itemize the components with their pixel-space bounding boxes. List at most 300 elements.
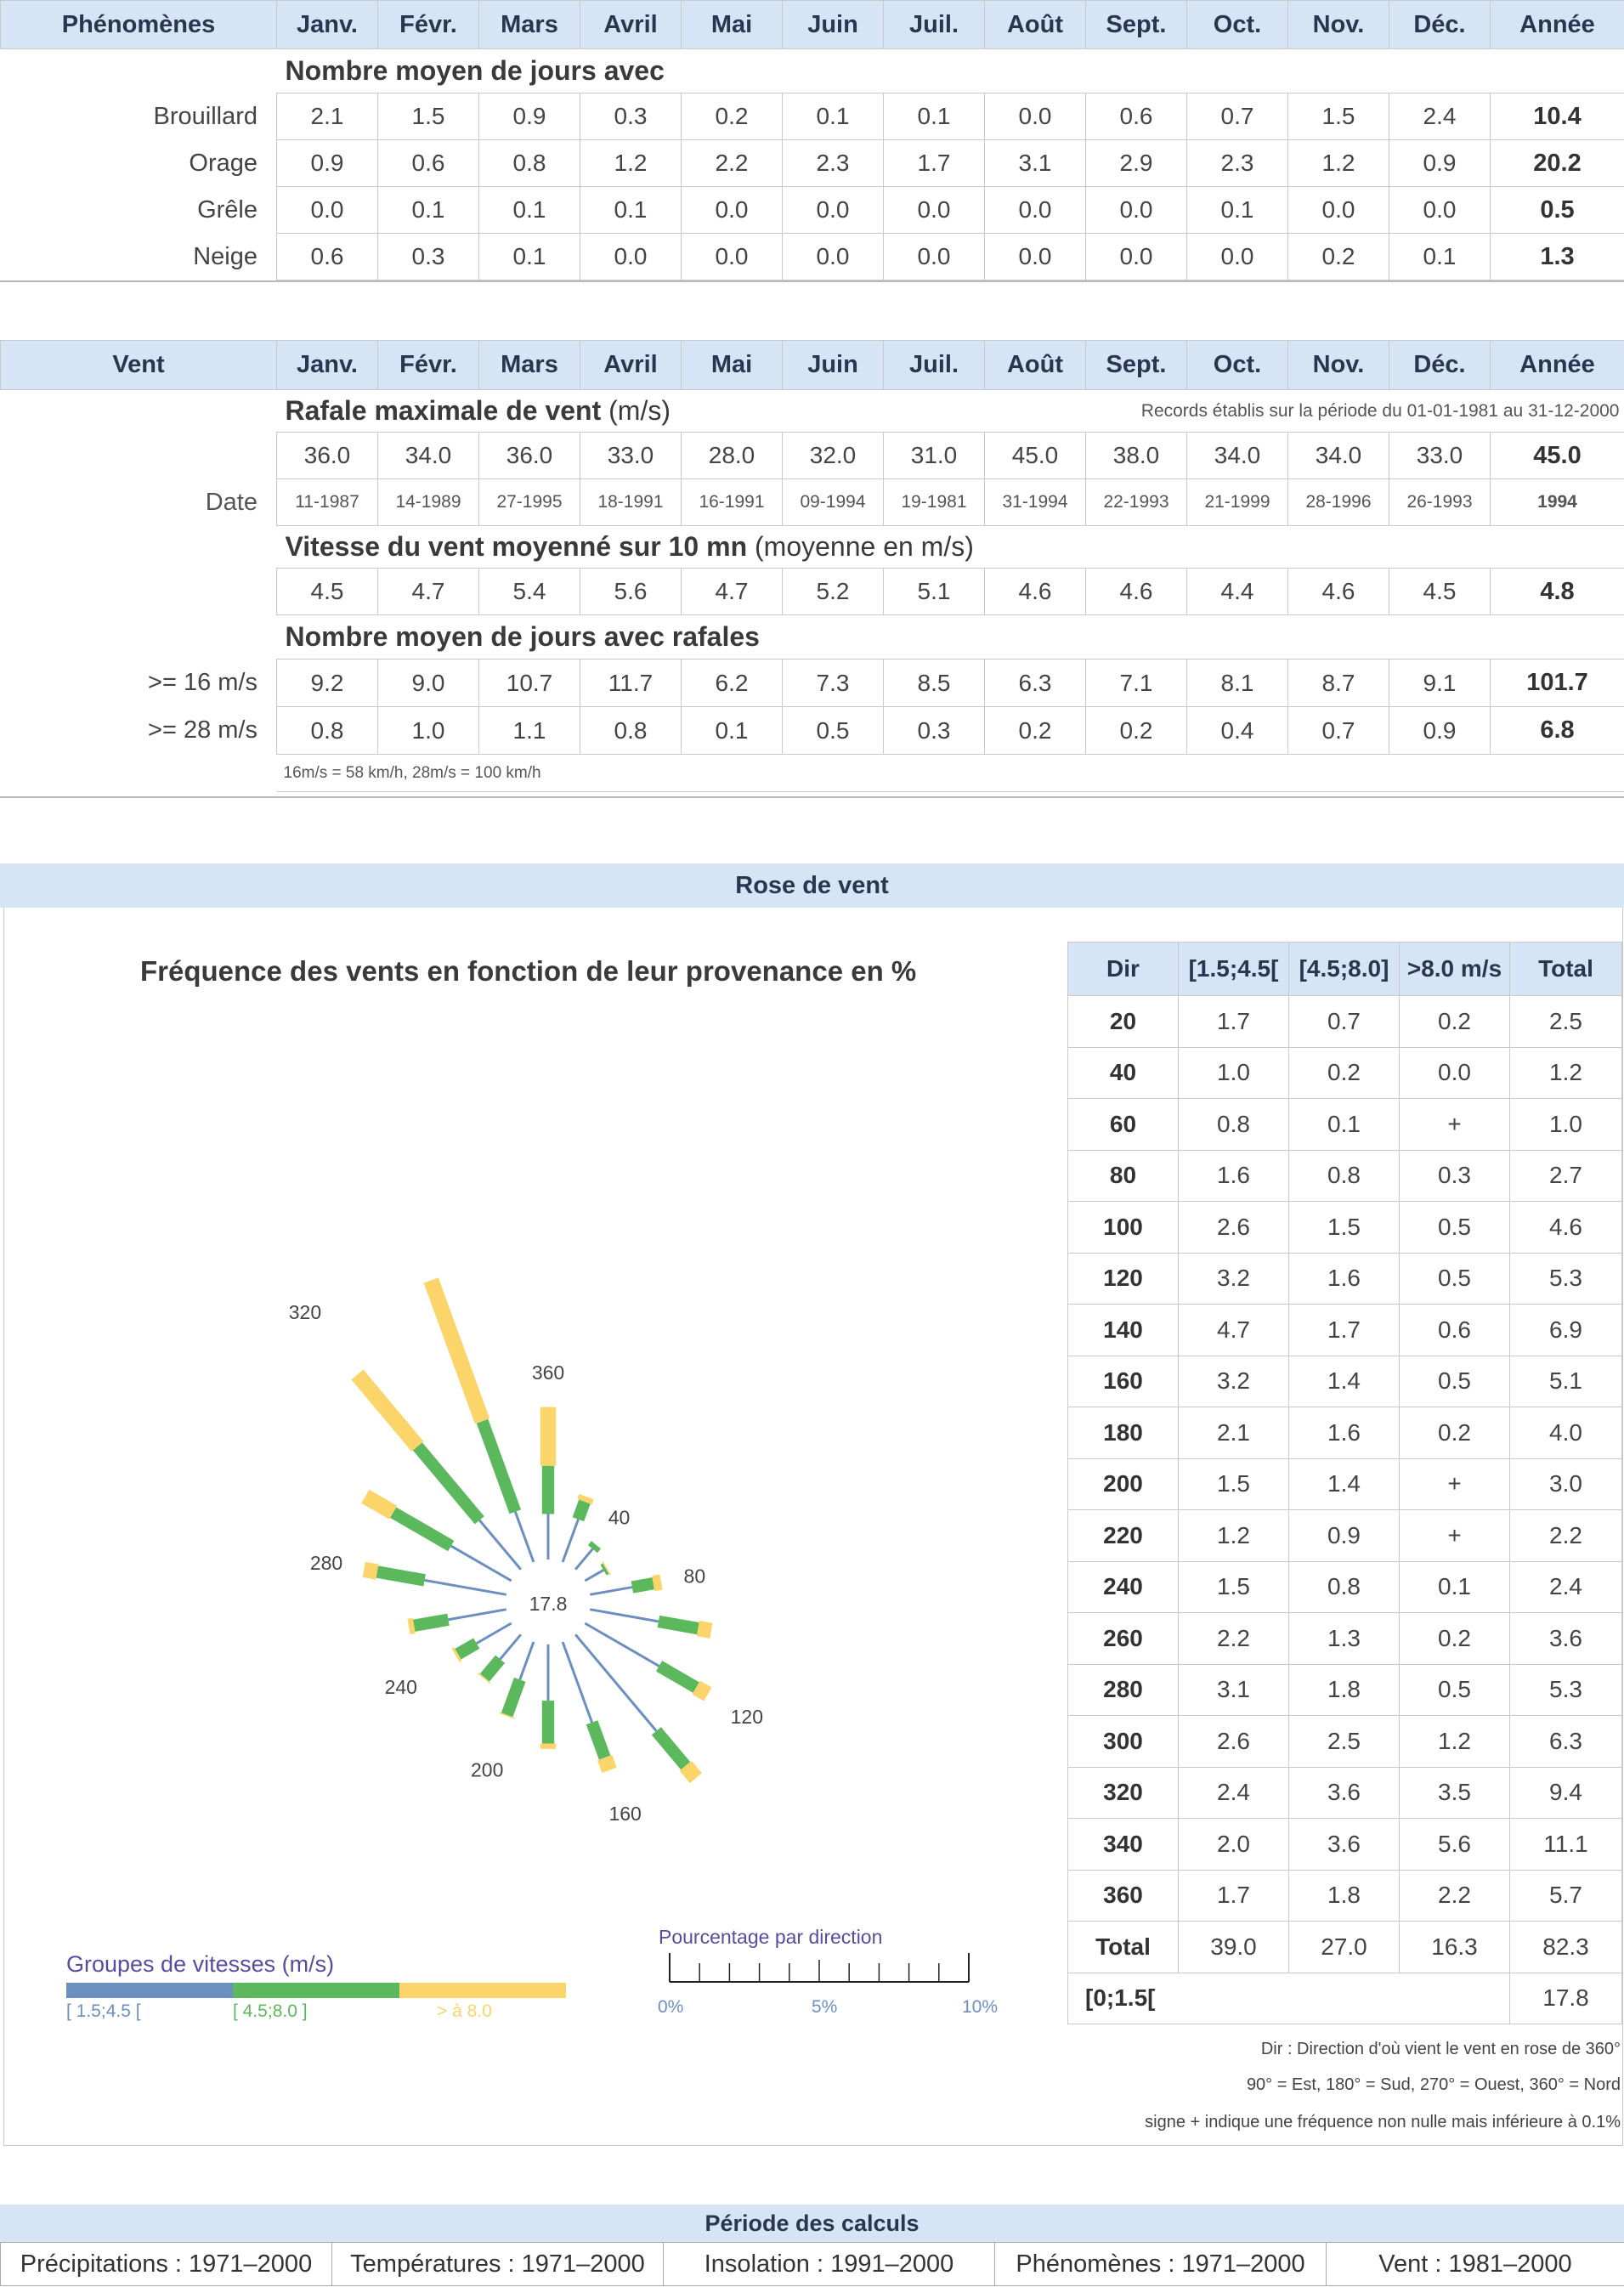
jours-row — [1, 707, 1624, 755]
freq-cell: 0.2 — [1400, 1613, 1510, 1665]
value-cell: 9.1 — [1389, 659, 1491, 707]
rose-band-title: Rose de vent — [0, 863, 1624, 908]
dir-cell: 160 — [1068, 1356, 1179, 1407]
dir-cell: 300 — [1068, 1716, 1179, 1768]
freq-cell: 1.3 — [1289, 1613, 1400, 1665]
rose-table-row — [1068, 1510, 1622, 1562]
freq-cell: 0.1 — [1400, 1561, 1510, 1613]
freq-cell: 0.0 — [1400, 1047, 1510, 1099]
rose-note-1: Dir : Direction d'où vient le vent en rose de 360° — [1260, 2040, 1621, 2058]
rose-direction-label: 40 — [608, 1506, 631, 1529]
rose-direction-label: 80 — [683, 1565, 706, 1588]
row-label: Orage — [189, 149, 257, 177]
row-label: >= 16 m/s — [148, 669, 257, 696]
freq-cell: 0.8 — [1289, 1150, 1400, 1202]
rose-ray-high-240 — [456, 1654, 458, 1656]
rose-table-row — [1068, 1767, 1622, 1819]
value-cell: 33.0 — [580, 433, 682, 479]
freq-cell: 1.8 — [1289, 1664, 1400, 1716]
freq-cell: + — [1400, 1099, 1510, 1151]
value-cell: 34.0 — [378, 433, 479, 479]
value-cell: 0.1 — [479, 187, 580, 234]
rose-header-cell: [1.5;4.5[ — [1179, 943, 1289, 996]
freq-cell: 1.4 — [1289, 1356, 1400, 1407]
value-cell: 0.0 — [1288, 187, 1389, 234]
freq-cell: 2.2 — [1179, 1613, 1289, 1665]
rose-ray-mid-240 — [458, 1644, 477, 1655]
value-cell: 0.8 — [479, 140, 580, 187]
value-cell: 0.7 — [1187, 93, 1288, 140]
freq-cell: 0.6 — [1400, 1305, 1510, 1356]
value-cell: 2.4 — [1389, 93, 1491, 140]
rose-table-row — [1068, 1613, 1622, 1665]
vitesse-values-row — [1, 569, 1624, 615]
legend-label-low: [ 1.5;4.5 [ — [66, 2001, 141, 2021]
scale-label-10: 10% — [962, 1997, 999, 2017]
jours-title: Nombre moyen de jours avec rafales — [277, 615, 1624, 659]
freq-cell: 0.9 — [1289, 1510, 1400, 1562]
total-cell: 82.3 — [1510, 1922, 1622, 1973]
date-cell: 28-1996 — [1288, 479, 1389, 526]
value-cell: 0.1 — [884, 93, 985, 140]
freq-cell: 3.2 — [1179, 1253, 1289, 1305]
freq-cell: 1.8 — [1289, 1870, 1400, 1922]
freq-cell: 2.2 — [1510, 1510, 1622, 1562]
dir-cell: 60 — [1068, 1099, 1179, 1151]
value-cell: 0.0 — [985, 234, 1086, 280]
total-label: Total — [1068, 1922, 1179, 1973]
freq-cell: 3.6 — [1289, 1767, 1400, 1819]
jours-row — [1, 659, 1624, 707]
rose-ray-mid-320 — [417, 1446, 479, 1520]
rose-ray-mid-260 — [414, 1620, 448, 1626]
freq-cell: 1.2 — [1400, 1716, 1510, 1768]
value-cell: 3.1 — [985, 140, 1086, 187]
freq-cell: 0.8 — [1289, 1561, 1400, 1613]
rose-ray-high-100 — [698, 1628, 711, 1631]
header-cell: Janv. — [277, 1, 378, 49]
rose-ray-high-80 — [654, 1582, 661, 1584]
freq-cell: 0.5 — [1400, 1202, 1510, 1254]
value-cell: 0.2 — [1086, 707, 1187, 755]
rose-table-row — [1068, 1150, 1622, 1202]
year-cell: 6.8 — [1491, 707, 1624, 755]
scale-title: Pourcentage par direction — [659, 1926, 883, 1948]
rose-ray-mid-160 — [592, 1723, 605, 1758]
total-cell: 27.0 — [1289, 1922, 1400, 1973]
value-cell: 32.0 — [783, 433, 884, 479]
dir-cell: 340 — [1068, 1819, 1179, 1871]
value-cell: 5.6 — [580, 569, 682, 615]
rose-header-cell: >8.0 m/s — [1400, 943, 1510, 996]
rose-note-3: signe + indique une fréquence non nulle mais inférieure à 0.1% — [1145, 2113, 1621, 2131]
value-cell: 8.1 — [1187, 659, 1288, 707]
value-cell: 0.0 — [682, 234, 783, 280]
header-cell: Phénomènes — [1, 1, 277, 49]
value-cell: 0.1 — [580, 187, 682, 234]
rose-ray-mid-140 — [656, 1731, 685, 1766]
header-cell: Oct. — [1187, 1, 1288, 49]
header-cell: Avril — [580, 1, 682, 49]
value-cell: 0.0 — [580, 234, 682, 280]
rose-table-row — [1068, 1356, 1622, 1407]
row-label: Brouillard — [153, 102, 257, 130]
date-cell: 19-1981 — [884, 479, 985, 526]
freq-cell: 1.7 — [1179, 1870, 1289, 1922]
rose-ray-mid-280 — [377, 1572, 425, 1581]
value-cell: 0.0 — [985, 93, 1086, 140]
rose-direction-label: 320 — [288, 1301, 322, 1324]
date-cell: 22-1993 — [1086, 479, 1187, 526]
vent-footnote: 16m/s = 58 km/h, 28m/s = 100 km/h — [277, 755, 1624, 792]
rose-ray-low-100 — [590, 1610, 659, 1622]
year-cell: 101.7 — [1491, 659, 1624, 707]
rose-ray-high-200 — [506, 1715, 507, 1716]
freq-cell: 3.5 — [1400, 1767, 1510, 1819]
rose-header-cell: [4.5;8.0] — [1289, 943, 1400, 996]
year-cell: 20.2 — [1491, 140, 1624, 187]
rose-direction-label: 120 — [730, 1706, 764, 1728]
header-cell: Année — [1491, 1, 1624, 49]
vitesse-title: Vitesse du vent moyenné sur 10 mn — [285, 531, 748, 562]
date-cell: 09-1994 — [783, 479, 884, 526]
freq-cell: 1.6 — [1179, 1150, 1289, 1202]
freq-cell: 2.4 — [1510, 1561, 1622, 1613]
header-cell: Févr. — [378, 341, 479, 390]
header-cell: Oct. — [1187, 341, 1288, 390]
header-cell: Mars — [479, 1, 580, 49]
rose-header-cell: Total — [1510, 943, 1622, 996]
rose-ray-mid-200 — [507, 1679, 520, 1714]
freq-cell: 0.2 — [1400, 1407, 1510, 1459]
freq-cell: 1.5 — [1289, 1202, 1400, 1254]
freq-cell: 5.3 — [1510, 1664, 1622, 1716]
value-cell: 1.0 — [378, 707, 479, 755]
value-cell: 0.1 — [378, 187, 479, 234]
freq-cell: 1.0 — [1510, 1099, 1622, 1151]
rose-ray-low-220 — [501, 1634, 521, 1659]
value-cell: 4.6 — [1086, 569, 1187, 615]
periode-cell: Précipitations : 1971–2000 — [1, 2243, 332, 2286]
value-cell: 34.0 — [1187, 433, 1288, 479]
rose-ray-high-340 — [431, 1280, 482, 1421]
phenomenes-row — [1, 234, 1624, 280]
date-cell: 26-1993 — [1389, 479, 1491, 526]
rose-ray-high-300 — [365, 1497, 393, 1513]
rose-table-row — [1068, 1458, 1622, 1510]
value-cell: 1.1 — [479, 707, 580, 755]
freq-cell: 2.4 — [1179, 1767, 1289, 1819]
date-cell: 16-1991 — [682, 479, 783, 526]
date-cell: 14-1989 — [378, 479, 479, 526]
legend-swatch-yellow — [399, 1983, 566, 1998]
date-cell: 21-1999 — [1187, 479, 1288, 526]
phenomenes-header-row — [1, 1, 1624, 49]
rose-ray-low-60 — [585, 1570, 603, 1581]
value-cell: 1.2 — [580, 140, 682, 187]
header-cell: Févr. — [378, 1, 479, 49]
rose-ray-mid-120 — [659, 1666, 697, 1687]
rafale-dates-row — [1, 479, 1624, 526]
freq-cell: + — [1400, 1510, 1510, 1562]
value-cell: 4.6 — [985, 569, 1086, 615]
records-note: Records établis sur la période du 01-01-1981 au 31-12-2000 — [884, 390, 1624, 433]
rafale-values-row — [1, 433, 1624, 479]
vitesse-unit: (moyenne en m/s) — [755, 531, 974, 562]
value-cell: 0.8 — [277, 707, 378, 755]
rose-table-row — [1068, 1819, 1622, 1871]
header-cell: Déc. — [1389, 341, 1491, 390]
rose-ray-mid-220 — [484, 1659, 500, 1678]
value-cell: 33.0 — [1389, 433, 1491, 479]
dir-cell: 240 — [1068, 1561, 1179, 1613]
freq-cell: 0.8 — [1179, 1099, 1289, 1151]
percentage-scale — [663, 1951, 977, 1989]
freq-cell: 2.7 — [1510, 1150, 1622, 1202]
value-cell: 1.5 — [1288, 93, 1389, 140]
rose-note-2: 90° = Est, 180° = Sud, 270° = Ouest, 360° = Nord — [1246, 2075, 1621, 2094]
value-cell: 0.0 — [1187, 234, 1288, 280]
value-cell: 0.9 — [1389, 140, 1491, 187]
value-cell: 0.2 — [1288, 234, 1389, 280]
dir-cell: 120 — [1068, 1253, 1179, 1305]
value-cell: 0.1 — [1187, 187, 1288, 234]
row-label: Grêle — [197, 195, 257, 224]
value-cell: 0.9 — [277, 140, 378, 187]
freq-cell: 1.7 — [1289, 1305, 1400, 1356]
date-label: Date — [205, 488, 257, 516]
calm-label: [0;1.5[ — [1068, 1973, 1510, 2024]
value-cell: 0.6 — [378, 140, 479, 187]
freq-cell: 3.2 — [1179, 1356, 1289, 1407]
freq-cell: 1.6 — [1289, 1407, 1400, 1459]
freq-cell: 4.6 — [1510, 1202, 1622, 1254]
vent-footnote-row — [1, 755, 1624, 792]
value-cell: 0.1 — [479, 234, 580, 280]
dir-cell: 180 — [1068, 1407, 1179, 1459]
freq-cell: 1.2 — [1179, 1510, 1289, 1562]
rose-ray-mid-340 — [483, 1421, 516, 1512]
header-cell: Vent — [1, 341, 277, 390]
freq-cell: 1.7 — [1179, 996, 1289, 1048]
rose-table — [1067, 942, 1622, 2024]
year-cell: 0.5 — [1491, 187, 1624, 234]
value-cell: 0.3 — [580, 93, 682, 140]
value-cell: 0.0 — [1086, 187, 1187, 234]
header-cell: Juil. — [884, 341, 985, 390]
value-cell: 6.3 — [985, 659, 1086, 707]
freq-cell: 2.5 — [1289, 1716, 1400, 1768]
year-cell: 45.0 — [1491, 433, 1624, 479]
phenomenes-row — [1, 187, 1624, 234]
value-cell: 0.3 — [884, 707, 985, 755]
header-cell: Sept. — [1086, 1, 1187, 49]
dir-cell: 40 — [1068, 1047, 1179, 1099]
vent-header-row — [1, 341, 1624, 390]
rose-ray-high-140 — [686, 1766, 696, 1778]
value-cell: 0.1 — [682, 707, 783, 755]
value-cell: 0.7 — [1288, 707, 1389, 755]
freq-cell: 6.3 — [1510, 1716, 1622, 1768]
header-cell: Mai — [682, 341, 783, 390]
rose-table-row — [1068, 996, 1622, 1048]
rose-ray-high-20 — [585, 1497, 586, 1502]
freq-cell: 1.4 — [1289, 1458, 1400, 1510]
value-cell: 45.0 — [985, 433, 1086, 479]
freq-cell: 0.5 — [1400, 1253, 1510, 1305]
dir-cell: 220 — [1068, 1510, 1179, 1562]
value-cell: 0.0 — [783, 187, 884, 234]
phenomenes-row — [1, 93, 1624, 140]
legend-swatch-green — [233, 1983, 399, 1998]
value-cell: 34.0 — [1288, 433, 1389, 479]
freq-cell: 2.0 — [1179, 1819, 1289, 1871]
wind-rose-chart — [0, 1003, 1062, 2065]
rose-ray-high-160 — [605, 1758, 609, 1770]
periode-cell: Phénomènes : 1971–2000 — [995, 2243, 1327, 2286]
value-cell: 0.6 — [277, 234, 378, 280]
header-cell: Mars — [479, 341, 580, 390]
value-cell: 2.3 — [783, 140, 884, 187]
dir-cell: 320 — [1068, 1767, 1179, 1819]
freq-cell: 0.3 — [1400, 1150, 1510, 1202]
value-cell: 11.7 — [580, 659, 682, 707]
year-cell: 4.8 — [1491, 569, 1624, 615]
legend-title: Groupes de vitesses (m/s) — [66, 1951, 335, 1977]
rose-ray-mid-40 — [592, 1545, 596, 1549]
value-cell: 28.0 — [682, 433, 783, 479]
phenomenes-row — [1, 140, 1624, 187]
rose-ray-high-280 — [364, 1570, 377, 1572]
freq-cell: 1.5 — [1179, 1561, 1289, 1613]
rose-table-header — [1068, 943, 1622, 996]
freq-cell: 1.2 — [1510, 1047, 1622, 1099]
freq-cell: 0.5 — [1400, 1356, 1510, 1407]
freq-cell: 2.2 — [1400, 1870, 1510, 1922]
rafale-title: Rafale maximale de vent — [285, 395, 602, 426]
dir-cell: 140 — [1068, 1305, 1179, 1356]
row-label: >= 28 m/s — [148, 716, 257, 744]
freq-cell: 0.5 — [1400, 1664, 1510, 1716]
year-cell: 1994 — [1491, 479, 1624, 526]
dir-cell: 260 — [1068, 1613, 1179, 1665]
rose-direction-label: 360 — [531, 1361, 565, 1384]
header-cell: Août — [985, 341, 1086, 390]
freq-cell: 2.5 — [1510, 996, 1622, 1048]
date-cell: 11-1987 — [277, 479, 378, 526]
freq-cell: 0.2 — [1289, 1047, 1400, 1099]
value-cell: 4.7 — [682, 569, 783, 615]
value-cell: 2.9 — [1086, 140, 1187, 187]
value-cell: 1.7 — [884, 140, 985, 187]
rose-ray-mid-80 — [632, 1583, 654, 1587]
periode-row — [1, 2243, 1624, 2286]
rose-header-cell: Dir — [1068, 943, 1179, 996]
value-cell: 0.0 — [1086, 234, 1187, 280]
rose-ray-low-300 — [451, 1546, 512, 1581]
legend-label-high: > à 8.0 — [437, 2001, 492, 2021]
freq-cell: 0.7 — [1289, 996, 1400, 1048]
value-cell: 5.2 — [783, 569, 884, 615]
header-cell: Nov. — [1288, 1, 1389, 49]
value-cell: 8.7 — [1288, 659, 1389, 707]
rose-total-row — [1068, 1922, 1622, 1973]
date-cell: 31-1994 — [985, 479, 1086, 526]
value-cell: 0.0 — [884, 187, 985, 234]
freq-cell: 2.6 — [1179, 1202, 1289, 1254]
value-cell: 31.0 — [884, 433, 985, 479]
value-cell: 0.0 — [985, 187, 1086, 234]
vitesse-section-row — [1, 526, 1624, 569]
value-cell: 0.8 — [580, 707, 682, 755]
value-cell: 0.2 — [985, 707, 1086, 755]
value-cell: 9.0 — [378, 659, 479, 707]
year-cell: 10.4 — [1491, 93, 1624, 140]
date-cell: 18-1991 — [580, 479, 682, 526]
freq-cell: 3.6 — [1289, 1819, 1400, 1871]
rose-ray-low-140 — [575, 1634, 656, 1730]
value-cell: 9.2 — [277, 659, 378, 707]
rose-ray-high-260 — [409, 1626, 414, 1627]
legend-swatch-blue — [66, 1983, 233, 1998]
dir-cell: 200 — [1068, 1458, 1179, 1510]
rose-table-row — [1068, 1099, 1622, 1151]
rose-ray-high-120 — [696, 1688, 708, 1695]
dir-cell: 280 — [1068, 1664, 1179, 1716]
value-cell: 0.9 — [479, 93, 580, 140]
rafale-section-row — [1, 390, 1624, 433]
header-cell: Mai — [682, 1, 783, 49]
rose-table-row — [1068, 1305, 1622, 1356]
value-cell: 0.0 — [884, 234, 985, 280]
rose-ray-high-60 — [606, 1568, 607, 1569]
row-label: Neige — [193, 242, 257, 270]
rose-ray-low-160 — [563, 1642, 591, 1723]
value-cell: 0.0 — [682, 187, 783, 234]
freq-cell: 5.6 — [1400, 1819, 1510, 1871]
rafale-unit: (m/s) — [608, 395, 671, 426]
rose-ray-low-40 — [575, 1549, 592, 1570]
rose-table-row — [1068, 1407, 1622, 1459]
date-cell: 27-1995 — [479, 479, 580, 526]
row-label — [1, 433, 277, 479]
freq-cell: 6.9 — [1510, 1305, 1622, 1356]
value-cell: 1.5 — [378, 93, 479, 140]
rose-table-row — [1068, 1664, 1622, 1716]
rose-direction-label: 160 — [608, 1803, 642, 1826]
freq-cell: 2.6 — [1179, 1716, 1289, 1768]
freq-cell: 1.0 — [1179, 1047, 1289, 1099]
rose-ray-high-320 — [358, 1374, 418, 1446]
rose-direction-label: 240 — [384, 1676, 417, 1698]
calm-value: 17.8 — [1510, 1973, 1622, 2024]
value-cell: 5.1 — [884, 569, 985, 615]
header-cell: Juil. — [884, 1, 985, 49]
value-cell: 2.3 — [1187, 140, 1288, 187]
value-cell: 0.1 — [1389, 234, 1491, 280]
header-cell: Nov. — [1288, 341, 1389, 390]
rose-ray-low-340 — [515, 1512, 534, 1562]
value-cell: 6.2 — [682, 659, 783, 707]
freq-cell: 3.1 — [1179, 1664, 1289, 1716]
rose-table-row — [1068, 1253, 1622, 1305]
value-cell: 5.4 — [479, 569, 580, 615]
rose-ray-mid-100 — [659, 1622, 699, 1628]
rose-table-row — [1068, 1202, 1622, 1254]
header-cell: Juin — [783, 341, 884, 390]
header-cell: Août — [985, 1, 1086, 49]
year-cell: 1.3 — [1491, 234, 1624, 280]
